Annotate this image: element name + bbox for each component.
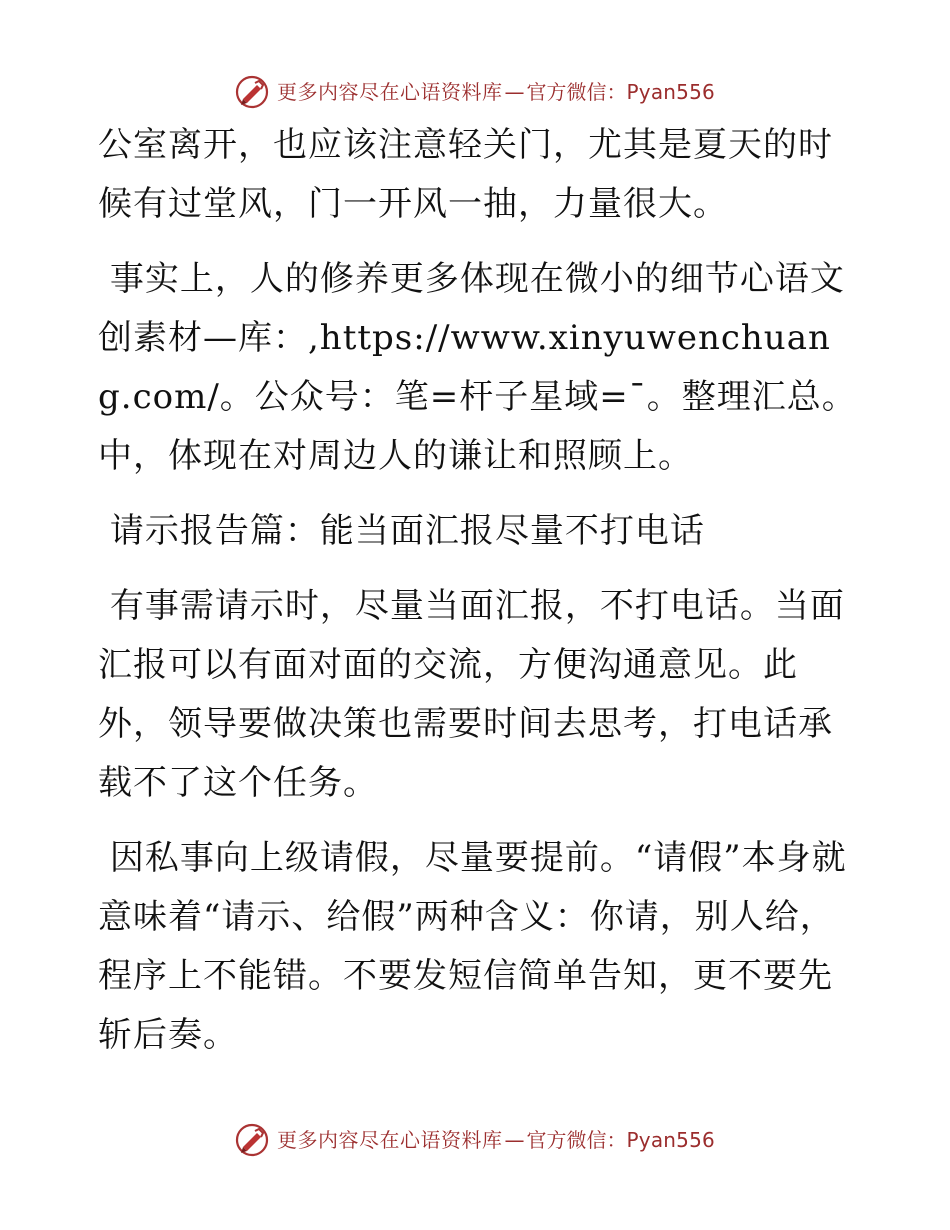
header-banner bbox=[0, 70, 950, 114]
paragraph: 事实上，人的修养更多体现在微小的细节心语文创素材—库：,https://www.xinyuwenchuang.com/。公众号：笔=杆子星域=¯。整理汇总。中，体现在对周边人的谦让和照顾上。 bbox=[98, 259, 857, 476]
paragraph: 因私事向上级请假，尽量要提前。“请假”本身就意味着“请示、给假”两种含义：你请，别人给，程序上不能错。不要发短信简单告知，更不要先斩后奏。 bbox=[98, 838, 847, 1055]
pen-logo-icon bbox=[235, 1123, 269, 1157]
footer-banner bbox=[0, 1118, 950, 1162]
paragraph: 有事需请示时，尽量当面汇报，不打电话。当面汇报可以有面对面的交流，方便沟通意见。此外，领导要做决策也需要时间去思考，打电话承载不了这个任务。 bbox=[98, 586, 845, 803]
document-body bbox=[98, 116, 858, 1065]
header-banner-text: 更多内容尽在心语资料库 — 官方微信：Pyan556 bbox=[277, 80, 715, 104]
pen-logo-icon bbox=[235, 75, 269, 109]
footer-banner-text: 更多内容尽在心语资料库 — 官方微信：Pyan556 bbox=[277, 1128, 715, 1152]
section-heading: 请示报告篇：能当面汇报尽量不打电话 bbox=[109, 511, 705, 551]
paragraph: 公室离开，也应该注意轻关门，尤其是夏天的时候有过堂风，门一开风一抽，力量很大。 bbox=[98, 125, 833, 224]
